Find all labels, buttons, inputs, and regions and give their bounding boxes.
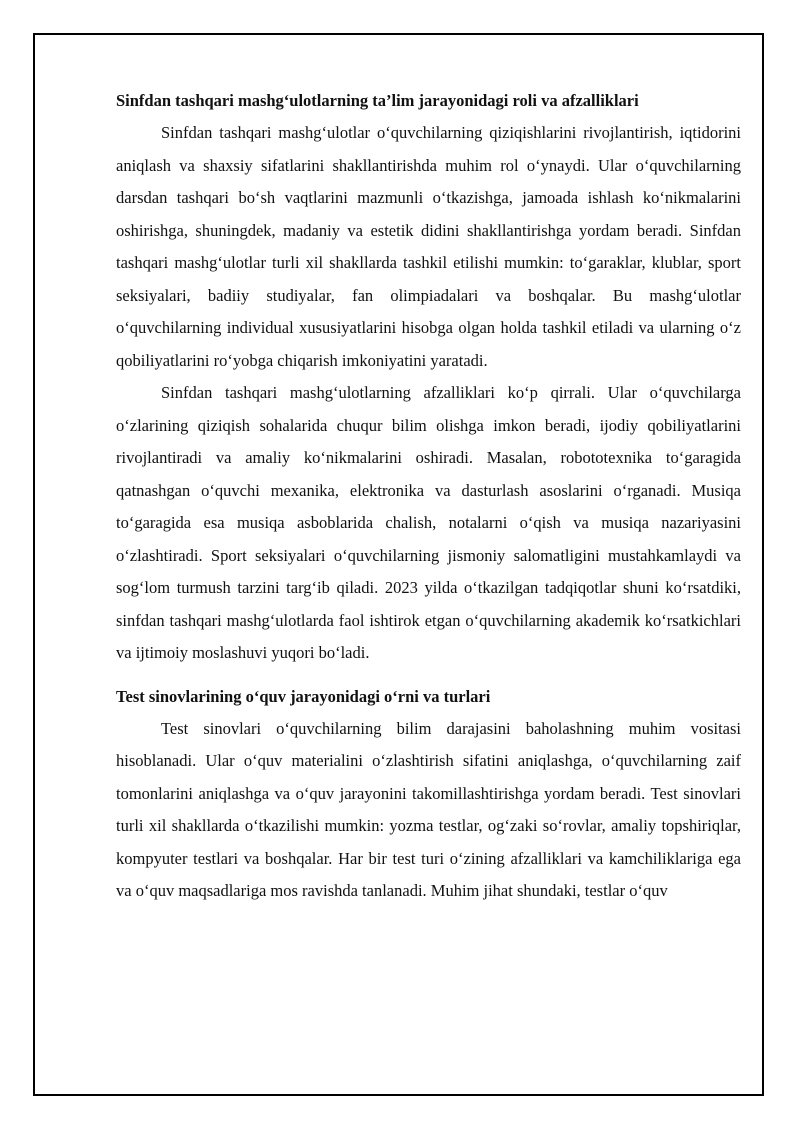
paragraph: Sinfdan tashqari mashg‘ulotlar o‘quvchilarning qiziqishlarini rivojlantirish, iqtidorini aniqlash va shaxsiy sifatlarini shakllantirishda muhim rol o‘ynaydi. Ular o‘quvchilarning darsdan tashqari bo‘sh vaqtlarini mazmunli o‘tkazishga, jamoada ishlash ko‘nikmalarini oshirishga, shuningdek, madaniy va estetik didini shakllantirishga yordam beradi. Sinfdan tashqari mashg‘ulotlar turli xil shakllarda tashkil etilishi mumkin: to‘garaklar, klublar, sport seksiyalari, badiiy studiyalar, fan olimpiadalari va boshqalar. Bu mashg‘ulotlar o‘quvchilarning individual xususiyatlarini hisobga olgan holda tashkil etiladi va ularning o‘z qobiliyatlarini ro‘yobga chiqarish imkoniyatini yaratadi. xyxy=(116,123,741,370)
section-heading: Test sinovlarining o‘quv jarayonidagi o‘rni va turlari xyxy=(116,686,491,706)
section-heading: Sinfdan tashqari mashg‘ulotlarning ta’lim jarayonidagi roli va afzalliklari xyxy=(116,91,639,110)
paragraph: Sinfdan tashqari mashg‘ulotlarning afzalliklari ko‘p qirrali. Ular o‘quvchilarga o‘zlarining qiziqish sohalarida chuqur bilim olishga imkon beradi, ijodiy qobiliyatlarini rivojlantiradi va amaliy ko‘nikmalarini oshiradi. Masalan, robototexnika to‘garagida qatnashgan o‘quvchi mexanika, elektronika va dasturlash asoslarini o‘rganadi. Musiqa to‘garagida esa musiqa asboblarida chalish, notalarni o‘qish va musiqa nazariyasini o‘zlashtiradi. Sport seksiyalari o‘quvchilarning jismoniy salomatligini mustahkamlaydi va sog‘lom turmush tarzini targ‘ib qiladi. 2023 yilda o‘tkazilgan tadqiqotlar shuni ko‘rsatdiki, sinfdan tashqari mashg‘ulotlarda faol ishtirok etgan o‘quvchilarning akademik ko‘rsatkichlari va ijtimoiy moslashuvi yuqori bo‘ladi. xyxy=(116,383,741,662)
document-body xyxy=(116,84,741,908)
paragraph: Test sinovlari o‘quvchilarning bilim darajasini baholashning muhim vositasi hisoblanadi. Ular o‘quv materialini o‘zlashtirish sifatini aniqlashga, o‘quvchilarning zaif tomonlarini aniqlashga va o‘quv jarayonini takomillashtirishga yordam beradi. Test sinovlari turli xil shakllarda o‘tkazilishi mumkin: yozma testlar, og‘zaki so‘rovlar, amaliy topshiriqlar, kompyuter testlari va boshqalar. Har bir test turi o‘zining afzalliklari va kamchiliklariga ega va o‘quv maqsadlariga mos ravishda tanlanadi. Muhim jihat shundaki, testlar o‘quv xyxy=(116,718,741,900)
